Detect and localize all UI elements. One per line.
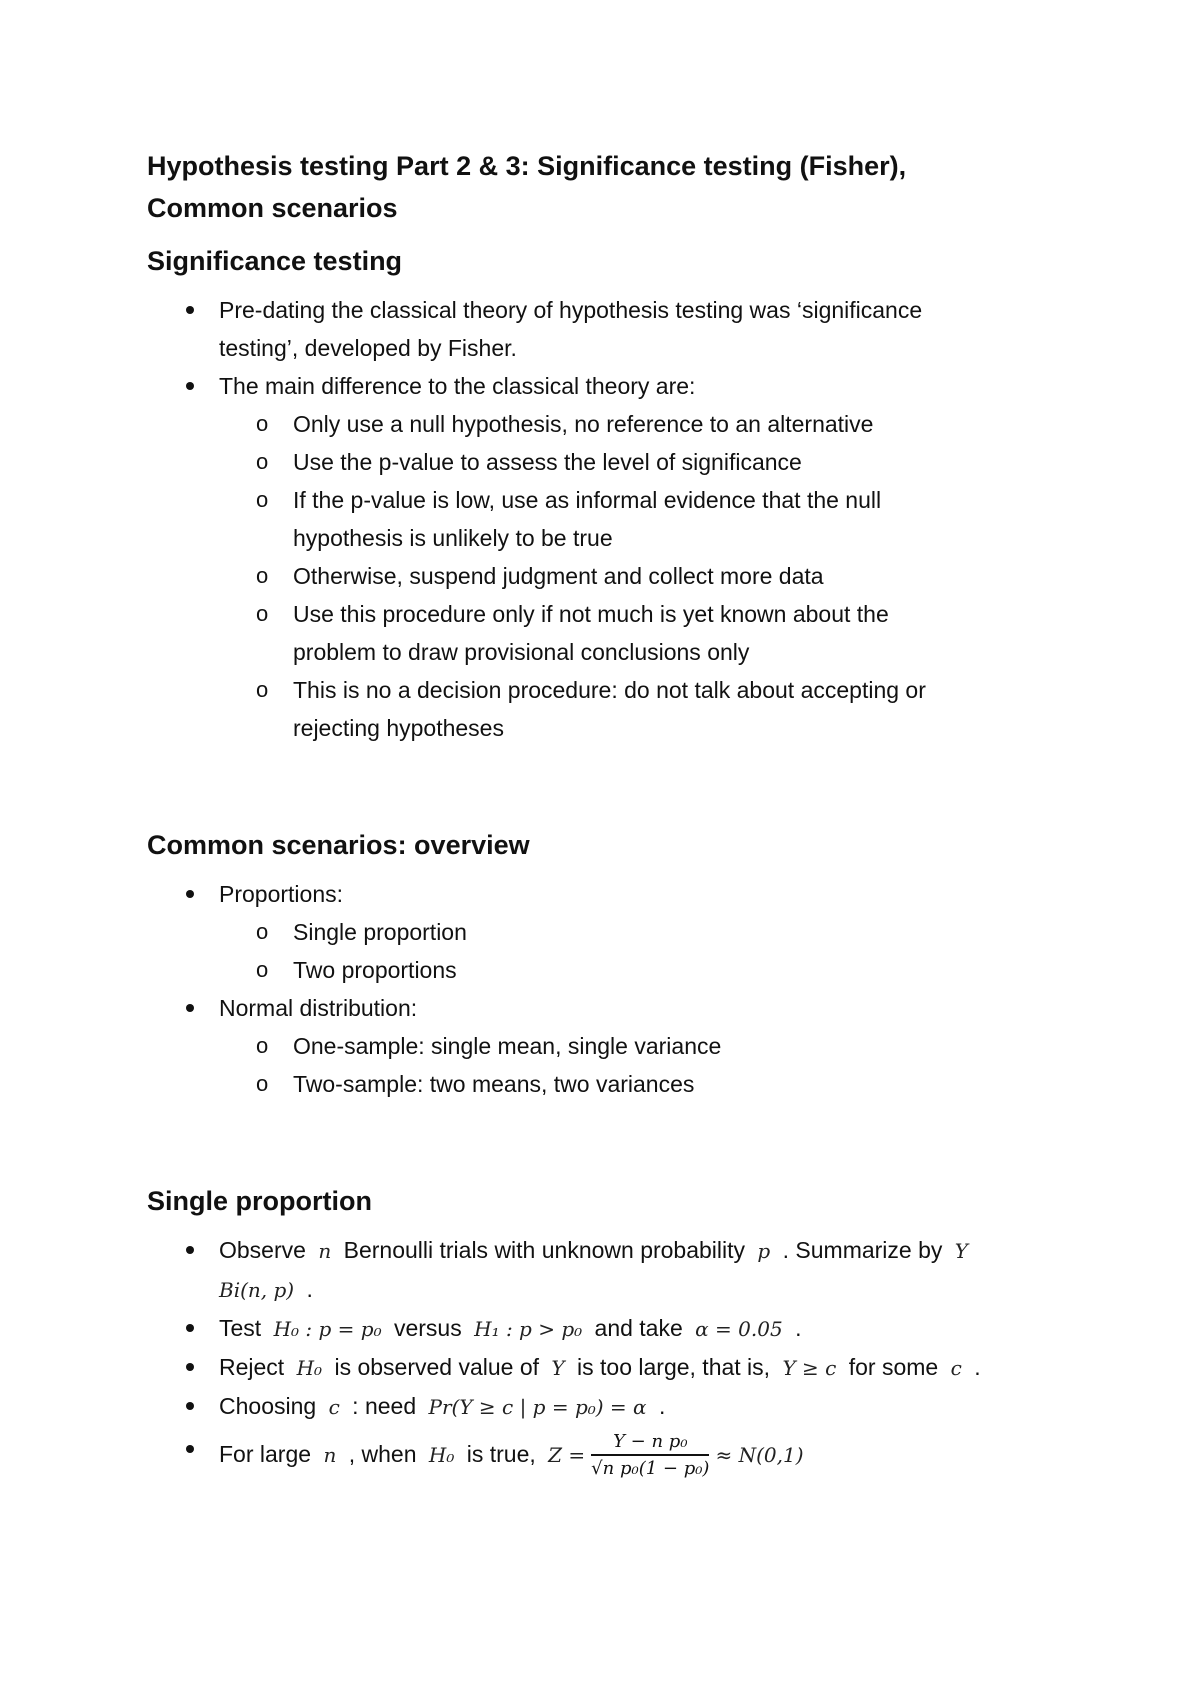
sub-list-item: o Use this procedure only if not much is yet known about the problem to draw provisional conclusions only: [147, 595, 953, 671]
sub-list-item: o This is no a decision procedure: do not talk about accepting or rejecting hypotheses: [147, 671, 993, 747]
overview-list: [147, 875, 1077, 1103]
list-item: Proportions:: [147, 875, 1077, 913]
math-h1-eq: H₁ : p > p₀: [474, 1317, 583, 1341]
z-numerator: Y − n p₀: [591, 1430, 709, 1456]
single-proportion-list: [147, 1231, 1077, 1482]
math-y-ge-c: Y ≥ c: [782, 1356, 837, 1380]
math-y-dist: Y Bi(n, p): [219, 1239, 968, 1302]
list-item-reject: Reject H₀ is observed value of Y is too large, that is, Y ≥ c for some c .: [147, 1348, 999, 1387]
math-c: c: [328, 1395, 340, 1419]
sub-list-item: o Use the p-value to assess the level of significance: [147, 443, 1077, 481]
significance-list: [147, 291, 1077, 747]
list-item: Normal distribution:: [147, 989, 1077, 1027]
list-item-large-n: For large n , when H₀ is true, Z = $\frac{\text{Y − n p₀}}{\text{√n p₀(1 − p₀)}}$ ≈ N(0,1): [147, 1430, 1077, 1482]
math-pr-eq: Pr(Y ≥ c | p = p₀) = α: [428, 1395, 647, 1419]
math-n: n: [323, 1443, 337, 1468]
math-z-fraction: [591, 1430, 709, 1482]
list-item: The main difference to the classical theory are:: [147, 367, 1077, 405]
list-item-test: Test H₀ : p = p₀ versus H₁ : p > p₀ and take α = 0.05 .: [147, 1309, 1077, 1348]
sub-list-item: o Otherwise, suspend judgment and collect more data: [147, 557, 1077, 595]
heading-significance-testing: Significance testing: [147, 246, 403, 276]
sub-list-item: o Two-sample: two means, two variances: [147, 1065, 1077, 1103]
heading-common-scenarios: Common scenarios: overview: [147, 830, 530, 860]
math-n: n: [318, 1239, 332, 1263]
heading-single-proportion: Single proportion: [147, 1186, 372, 1216]
math-c: c: [950, 1356, 962, 1380]
math-y: Y: [551, 1356, 565, 1380]
sub-list-item: o Single proportion: [147, 913, 1077, 951]
list-item-choosing: Choosing c : need Pr(Y ≥ c | p = p₀) = α .: [147, 1387, 1077, 1426]
math-h0-eq: H₀ : p = p₀: [273, 1317, 382, 1341]
math-approx: ≈ N(0,1): [715, 1443, 804, 1468]
sub-list-item: o If the p-value is low, use as informal evidence that the null hypothesis is unlikely to be true: [147, 481, 913, 557]
math-h0: H₀: [296, 1356, 323, 1380]
list-item-observe: Observe n Bernoulli trials with unknown probability p . Summarize by Y Bi(n, p) .: [147, 1231, 999, 1309]
sub-list-item: o Only use a null hypothesis, no reference to an alternative: [147, 405, 1077, 443]
z-denominator: √n p₀(1 − p₀): [591, 1458, 710, 1479]
page-title: Hypothesis testing Part 2 & 3: Significance testing (Fisher), Common scenarios: [147, 151, 907, 223]
document-page: [147, 145, 1077, 1482]
math-h0: H₀: [428, 1443, 455, 1468]
math-alpha: α = 0.05: [695, 1317, 783, 1341]
math-z-eq: Z =: [548, 1443, 586, 1468]
list-item: Pre-dating the classical theory of hypothesis testing was ‘significance testing’, developed by Fisher.: [147, 291, 939, 367]
sub-list-item: o One-sample: single mean, single variance: [147, 1027, 1077, 1065]
sub-list-item: o Two proportions: [147, 951, 1077, 989]
math-p: p: [757, 1239, 771, 1263]
